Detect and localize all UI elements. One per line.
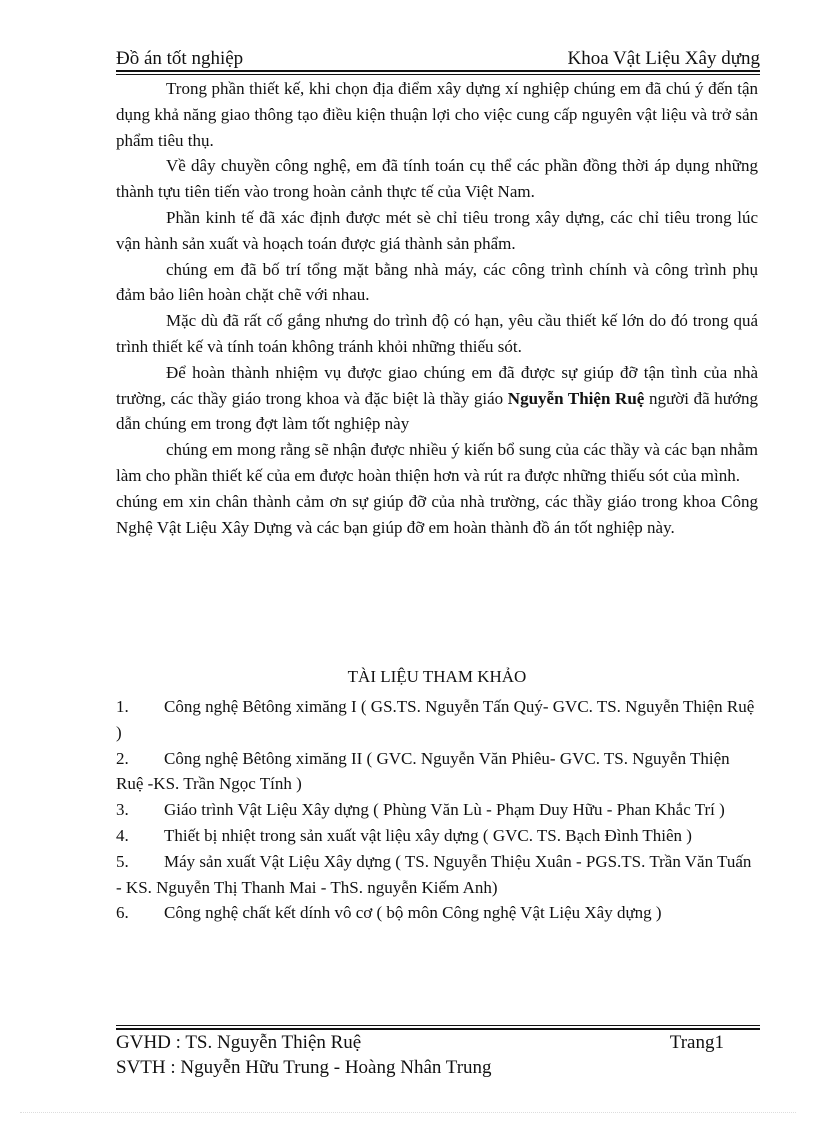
reference-number: 3. (116, 800, 129, 820)
reference-text: Công nghệ Bêtông ximăng I ( GS.TS. Nguyễn Tấn Quý- GVC. TS. Nguyễn Thiện Ruệ ) (116, 697, 755, 742)
reference-item (116, 694, 758, 746)
reference-number: 5. (116, 851, 129, 871)
paragraph-7: chúng em mong rằng sẽ nhận được nhiều ý kiến bổ sung của các thầy và các bạn nhằm làm cho phần thiết kế của em được hoàn thiện hơn và rút ra được những thiếu sót của mình. (116, 440, 758, 485)
header-left-title: Đồ án tốt nghiệp (116, 48, 244, 69)
header-rule-thin (116, 74, 760, 75)
paragraph-5: Mặc dù đã rất cố gắng nhưng do trình độ có hạn, yêu cầu thiết kế lớn do đó trong quá trình thiết kế và tính toán không tránh khỏi những thiếu sót. (116, 311, 758, 356)
page-header (116, 48, 760, 72)
reference-item (116, 900, 758, 926)
footer-row-students (116, 1055, 760, 1080)
reference-text: Máy sản xuất Vật Liệu Xây dựng ( TS. Nguyễn Thiệu Xuân - PGS.TS. Trần Văn Tuấn - KS. Nguyễn Thị Thanh Mai - ThS. nguyễn Kiếm Anh) (116, 851, 752, 897)
reference-item (116, 797, 758, 823)
paragraph-4: chúng em đã bố trí tổng mặt bằng nhà máy, các công trình chính và công trình phụ đảm bảo liên hoàn chặt chẽ với nhau. (116, 259, 758, 305)
footer-advisor: GVHD : TS. Nguyễn Thiện Ruệ (116, 1032, 362, 1053)
reference-item (116, 823, 758, 849)
reference-text: Công nghệ Bêtông ximăng II ( GVC. Nguyễn Văn Phiêu- GVC. TS. Nguyễn Thiện Ruệ -KS. Trần Ngọc Tính ) (116, 748, 730, 794)
paragraph-3: Phần kinh tế đã xác định được mét sè chỉ tiêu trong xây dựng, các chỉ tiêu trong lúc vận hành sản xuất và hoạch toán được giá thành sản phẩm. (116, 207, 758, 253)
footer-row-advisor (116, 1030, 760, 1055)
reference-text: Công nghệ chất kết dính vô cơ ( bộ môn Công nghệ Vật Liệu Xây dựng ) (164, 903, 662, 923)
document-body (116, 76, 758, 540)
paragraph-6-tail: người đã hướng dẫn chúng em trong đợt làm tốt nghiệp này (116, 388, 758, 434)
page-bottom-border (20, 1112, 796, 1113)
footer-students: SVTH : Nguyễn Hữu Trung - Hoàng Nhân Trung (116, 1057, 492, 1078)
references-list (116, 694, 758, 926)
reference-number: 4. (116, 825, 129, 845)
header-rule (116, 70, 760, 72)
paragraph-2: Về dây chuyền công nghệ, em đã tính toán cụ thể các phần đồng thời áp dụng những thành tựu tiên tiến vào trong hoàn cảnh thực tế của Việt Nam. (116, 156, 758, 202)
reference-number: 6. (116, 903, 129, 923)
references-title: TÀI LIỆU THAM KHẢO (347, 667, 527, 686)
reference-number: 2. (116, 748, 129, 768)
reference-text: Giáo trình Vật Liệu Xây dựng ( Phùng Văn Lù - Phạm Duy Hữu - Phan Khắc Trí ) (164, 800, 725, 820)
paragraph-6-text: Để hoàn thành nhiệm vụ được giao chúng em đã được sự giúp đỡ tận tình của nhà trường, các thầy giáo trong khoa và đặc biệt là thầy giáo (116, 362, 758, 408)
header-right-title: Khoa Vật Liệu Xây dựng (567, 48, 760, 69)
advisor-name: Nguyễn Thiện Ruệ (507, 388, 645, 408)
page-footer (116, 1030, 760, 1080)
reference-item (116, 746, 758, 798)
reference-text: Thiết bị nhiệt trong sản xuất vật liệu xây dựng ( GVC. TS. Bạch Đình Thiên ) (164, 825, 692, 845)
paragraph-6 (116, 360, 758, 437)
paragraph-1: Trong phần thiết kế, khi chọn địa điểm xây dựng xí nghiệp chúng em đã chú ý đến tận dụng khả năng giao thông tạo điều kiện thuận lợi cho việc cung cấp nguyên vật liệu và trở sản phẩm tiêu thụ. (116, 79, 758, 150)
reference-number: 1. (116, 697, 129, 716)
page-number: Trang1 (669, 1032, 724, 1053)
footer-rule-thin (116, 1025, 760, 1026)
reference-item (116, 849, 758, 901)
paragraph-8: chúng em xin chân thành cảm ơn sự giúp đỡ của nhà trường, các thầy giáo trong khoa Công Nghệ Vật Liệu Xây Dựng và các bạn giúp đỡ em hoàn thành đồ án tốt nghiệp này. (116, 491, 758, 537)
